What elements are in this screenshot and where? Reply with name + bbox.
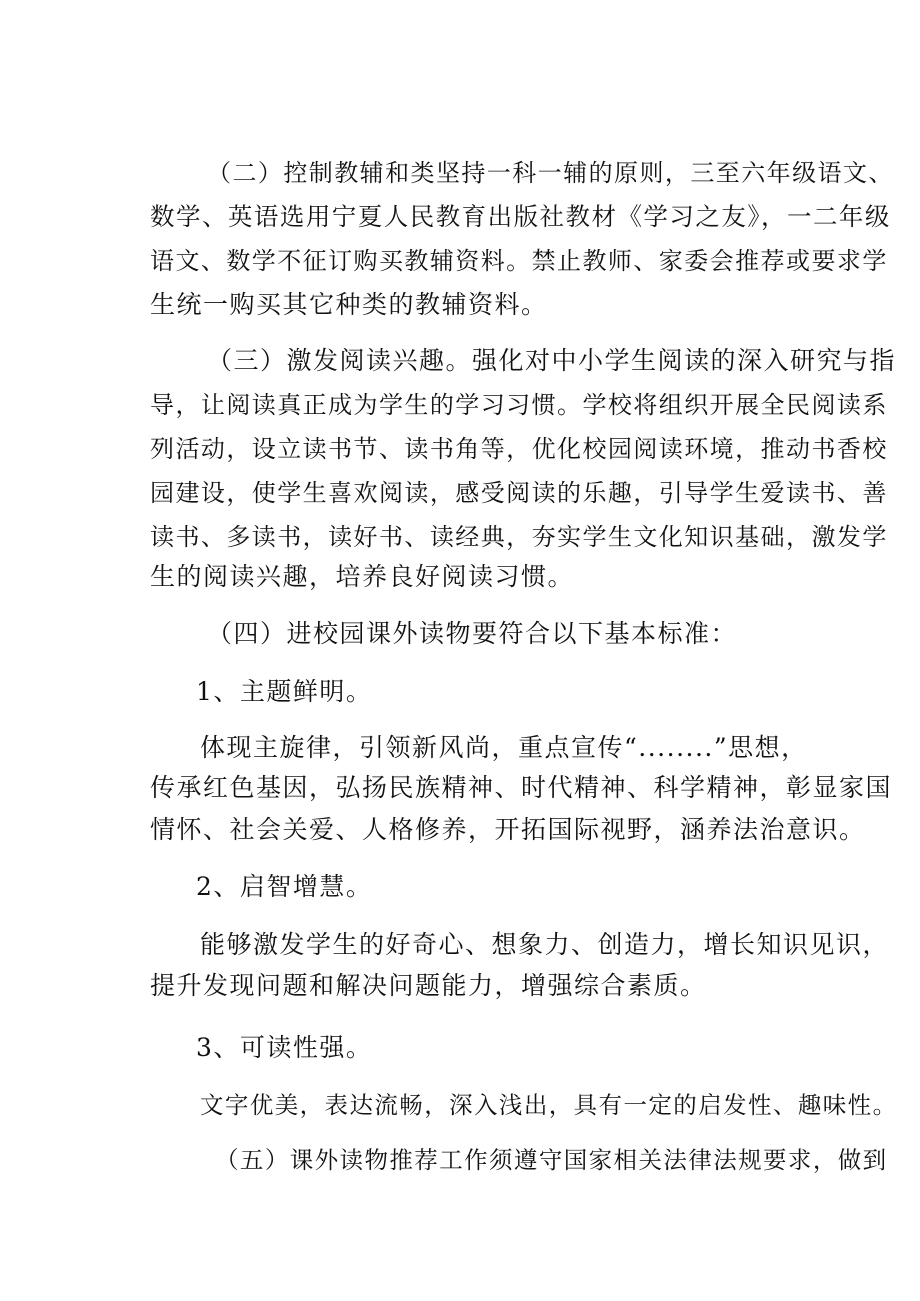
para-3-line-6: 生的阅读兴趣，培养良好阅读习惯。 [150,562,575,591]
section-2-line-2: 提升发现问题和解决问题能力，增强综合素质。 [150,971,707,1000]
section-2-heading: 2、启智增慧。 [196,872,373,901]
para-2-line-1: （二）控制教辅和类坚持一科一辅的原则，三至六年级语文、 [207,159,894,187]
para-3-line-1: （三）激发阅读兴趣。强化对中小学生阅读的深入研究与指 [207,346,897,375]
section-3-heading: 3、可读性强。 [196,1033,373,1062]
para-2-line-4: 生统一购买其它种类的教辅资料。 [150,290,548,319]
section-1-line-3: 情怀、社会关爱、人格修养，开拓国际视野，涵养法治意识。 [150,815,866,844]
section-1-heading: 1、主题鲜明。 [196,677,373,706]
para-5-line-1: （五）课外读物推荐工作须遵守国家相关法律法规要求，做到 [215,1146,888,1174]
section-3-line-1: 文字优美，表达流畅，深入浅出，具有一定的启发性、趣味性。 [200,1091,898,1119]
para-2-line-3: 语文、数学不征订购买教辅资料。禁止教师、家委会推荐或要求学 [150,247,888,275]
para-3-line-3: 列活动，设立读书节、读书角等，优化校园阅读环境，推动书香校 [150,435,888,463]
para-3-line-5: 读书、多读书，读好书、读经典，夯实学生文化知识基础，激发学 [150,523,888,551]
para-3-line-4: 园建设，使学生喜欢阅读，感受阅读的乐趣，引导学生爱读书、善 [150,479,888,507]
section-2-line-1: 能够激发学生的好奇心、想象力、创造力，增长知识见识， [200,930,890,959]
para-4-line-1: （四）进校园课外读物要符合以下基本标准： [207,619,738,648]
para-2-line-2: 数学、英语选用宁夏人民教育出版社教材《学习之友》，一二年级 [150,202,891,231]
section-1-line-1: 体现主旋律，引领新风尚，重点宣传“........”思想， [200,733,808,762]
section-1-line-2: 传承红色基因，弘扬民族精神、时代精神、科学精神，彰显家国 [150,773,893,802]
para-3-line-2: 导，让阅读真正成为学生的学习习惯。学校将组织开展全民阅读系 [150,391,888,419]
